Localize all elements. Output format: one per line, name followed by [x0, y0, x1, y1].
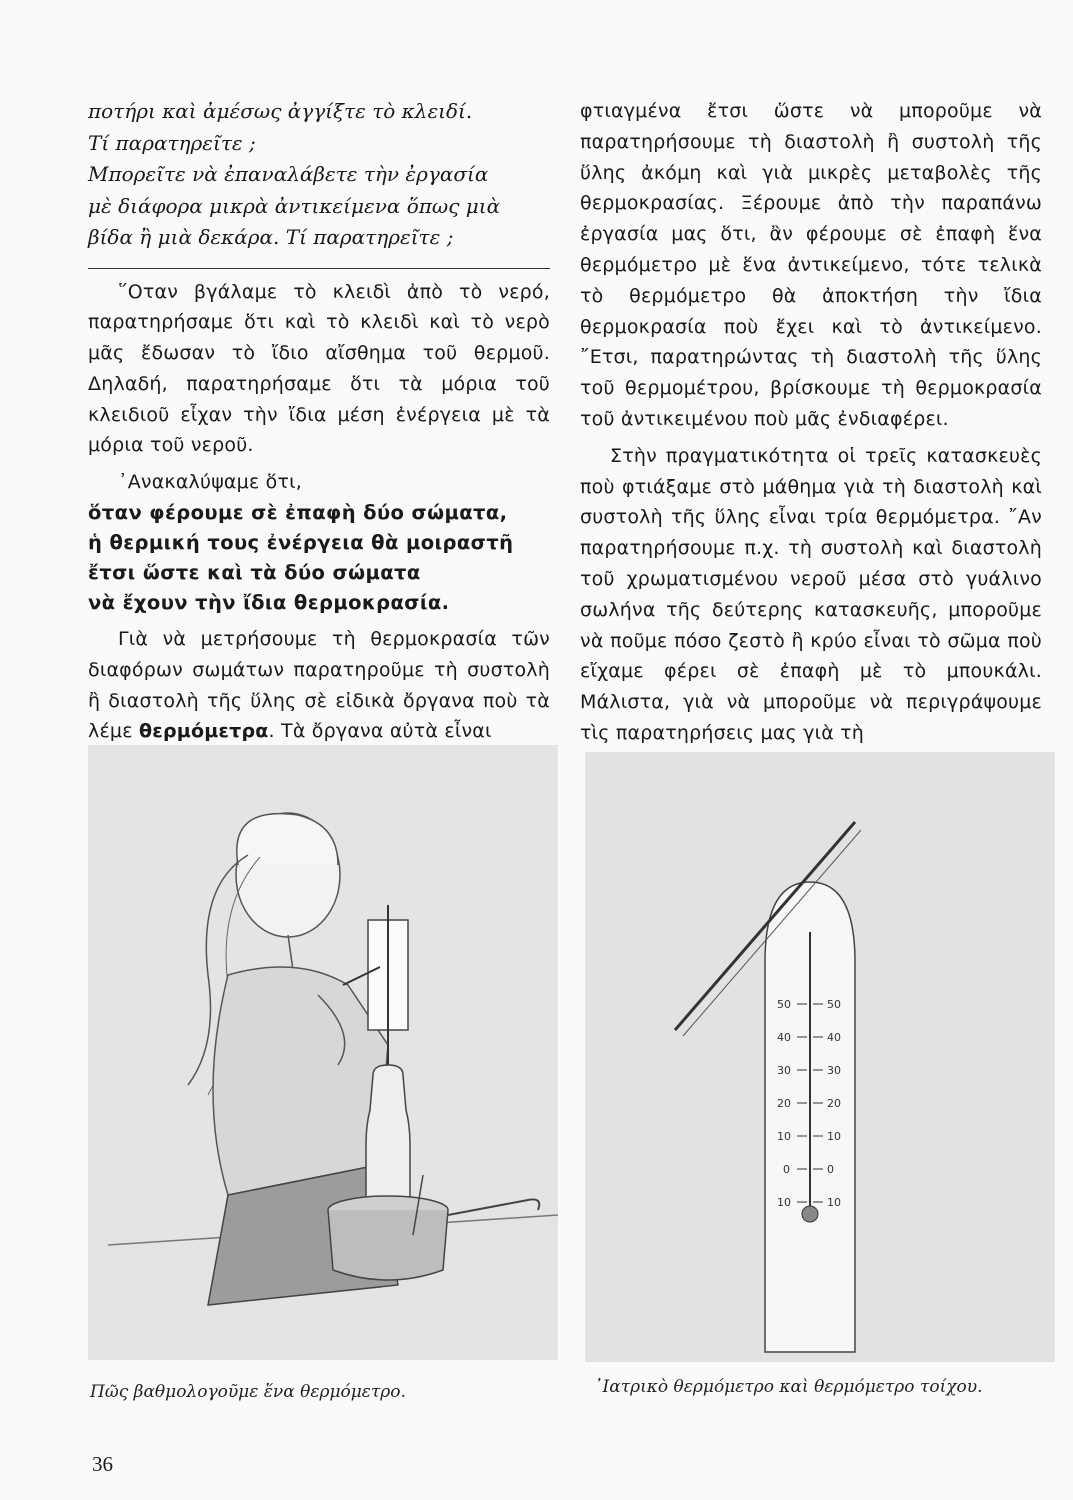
- scale-label-left: 20: [777, 1097, 791, 1110]
- thermometers-illustration: [585, 752, 1055, 1362]
- principle-statement: [88, 498, 550, 618]
- scale-label-left: 40: [777, 1031, 791, 1044]
- instruction-line: μὲ διάφορα μικρὰ ἀντικείμενα ὅπως μιὰ: [88, 193, 501, 218]
- instruction-line: Μπορεῖτε νὰ ἐπαναλάβετε τὴν ἐργασία: [88, 162, 489, 186]
- principle-line: νὰ ἔχουν τὴν ἴδια θερμοκρασία.: [88, 591, 450, 615]
- scale-label-left: 30: [777, 1064, 791, 1077]
- italic-instructions: [88, 96, 550, 254]
- scale-label-right: 10: [827, 1196, 841, 1209]
- principle-line: ἔτσι ὥστε καὶ τὰ δύο σώματα: [88, 561, 421, 585]
- paragraph-thermometers: [88, 624, 550, 747]
- figure-calibrating-thermometer: [88, 745, 558, 1360]
- paragraph-text: Γιὰ νὰ μετρήσουμε τὴ θερμοκρασία τῶν διαφόρων σωμάτων παρατηροῦμε τὴ συστολὴ ἢ διαστολὴ τῆς ὕλης σὲ εἰδικὰ ὄργανα ποὺ τὰ λέμε: [88, 628, 550, 743]
- paragraph-discovery: ᾿Ανακαλύψαμε ὅτι,: [118, 471, 302, 494]
- figure-caption-left: Πῶς βαθμολογοῦμε ἕνα θερμόμετρο.: [90, 1382, 406, 1402]
- left-text-column: [88, 96, 550, 753]
- principle-line: ἡ θερμική τους ἐνέργεια θὰ μοιραστῆ: [88, 531, 514, 555]
- scale-label-left: 10: [777, 1196, 791, 1209]
- figure-caption-right: ᾿Ιατρικὸ θερμόμετρο καὶ θερμόμετρο τοίχου.: [594, 1377, 983, 1397]
- paragraph-key-observation: ῞Οταν βγάλαμε τὸ κλειδὶ ἀπὸ τὸ νερό, παρατηρήσαμε ὅτι καὶ τὸ κλειδὶ καὶ τὸ νερὸ μᾶς ἔδωσαν τὸ ἴδιο αἴσθημα τοῦ θερμοῦ. Δηλαδή, παρατηρήσαμε ὅτι τὰ μόρια τοῦ κλειδιοῦ εἶχαν τὴν ἴδια μέση ἐνέργεια μὲ τὰ μόρια τοῦ νεροῦ.: [88, 280, 550, 457]
- scale-label-left: 10: [777, 1130, 791, 1143]
- scale-label-right: 10: [827, 1130, 841, 1143]
- scale-label-right: 30: [827, 1064, 841, 1077]
- scale-label-right: 0: [827, 1163, 834, 1176]
- instruction-line: ποτήρι καὶ ἀμέσως ἀγγίξτε τὸ κλειδί.: [88, 99, 473, 123]
- figure-medical-and-wall-thermometer: [585, 752, 1055, 1362]
- scale-label-right: 50: [827, 998, 841, 1011]
- scale-label-right: 20: [827, 1097, 841, 1110]
- right-text-column: [580, 96, 1042, 755]
- paragraph-text: . Τὰ ὄργανα αὐτὰ εἶναι: [268, 720, 492, 743]
- instruction-line: βίδα ἢ μιὰ δεκάρα. Τί παρατηρεῖτε ;: [88, 225, 454, 249]
- scale-label-left: 50: [777, 998, 791, 1011]
- term-thermometers: θερμόμετρα: [138, 720, 269, 743]
- principle-line: ὅταν φέρουμε σὲ ἐπαφὴ δύο σώματα,: [88, 501, 508, 525]
- section-divider: [88, 268, 550, 269]
- scale-label-left: 0: [783, 1163, 790, 1176]
- scale-label-right: 40: [827, 1031, 841, 1044]
- page-number: 36: [92, 1452, 113, 1476]
- paragraph-thermometer-principle: φτιαγμένα ἔτσι ὥστε νὰ μποροῦμε νὰ παρατηρήσουμε τὴ διαστολὴ ἢ συστολὴ τῆς ὕλης ἀκόμη καὶ γιὰ μικρὲς μεταβολὲς τῆς θερμοκρασίας. Ξέρουμε ἀπὸ τὴν παραπάνω ἐργασία μας ὅτι, ἂν φέρουμε σὲ ἐπαφὴ ἕνα θερμόμετρο μὲ ἕνα ἀντικείμενο, τότε τελικὰ τὸ θερμόμετρο θὰ ἀποκτήση τὴν ἴδια θερμοκρασία ποὺ ἔχει καὶ τὸ ἀντικείμενο. ῎Ετσι, παρατηρώντας τὴ διαστολὴ τῆς ὕλης τοῦ θερμομέτρου, βρίσκουμε τὴ θερμοκρασία τοῦ ἀντικειμένου ποὺ μᾶς ἐνδιαφέρει.: [580, 100, 1042, 430]
- girl-calibrating-illustration: [88, 745, 558, 1360]
- paragraph-three-constructions: Στὴν πραγματικότητα οἱ τρεῖς κατασκευὲς ποὺ φτιάξαμε στὸ μάθημα γιὰ τὴ διαστολὴ καὶ συστολὴ τῆς ὕλης εἶναι τρία θερμόμετρα. ῎Αν παρατηρήσουμε π.χ. τὴ συστολὴ καὶ διαστολὴ τοῦ χρωματισμένου νεροῦ μέσα στὸ γυάλινο σωλήνα τῆς δεύτερης κατασκευῆς, μποροῦμε νὰ ποῦμε πόσο ζεστὸ ἢ κρύο εἶναι τὸ σῶμα ποὺ εἴχαμε φέρει σὲ ἐπαφὴ μὲ τὸ μπουκάλι. Μάλιστα, γιὰ νὰ μποροῦμε νὰ περιγράψουμε τὶς παρατηρήσεις μας γιὰ τὴ: [580, 444, 1042, 744]
- instruction-line: Τί παρατηρεῖτε ;: [88, 130, 256, 155]
